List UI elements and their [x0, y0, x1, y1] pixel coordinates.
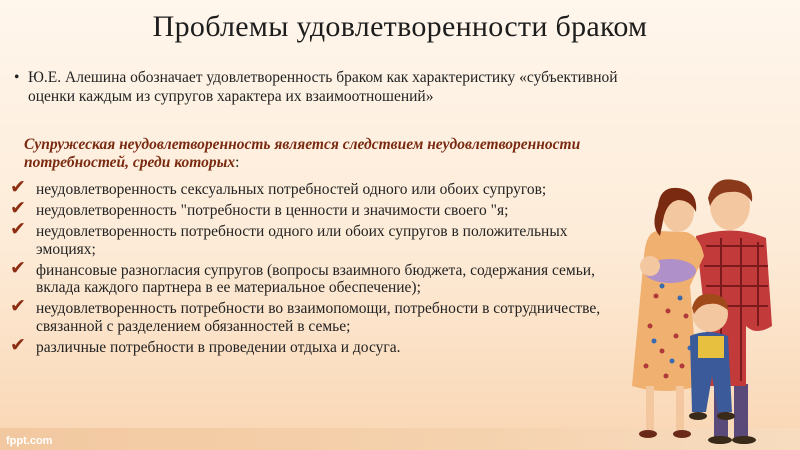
bullet-dot-icon: •	[14, 69, 20, 86]
intro-text: Ю.Е. Алешина обозначает удовлетворенность браком как характеристику «субъективной оценки каждым из супругов характера их взаимоотношений»	[28, 69, 618, 105]
checkmark-icon: ✔	[10, 333, 26, 356]
list-item-text: неудовлетворенность сексуальных потребностей одного или обоих супругов;	[36, 181, 547, 198]
needs-list	[10, 176, 625, 360]
subheading-text: Супружеская неудовлетворенность является следствием неудовлетворенности потребностей, среди которых	[24, 136, 581, 171]
list-item	[10, 333, 625, 357]
checkmark-icon: ✔	[10, 197, 26, 219]
checkmark-icon: ✔	[10, 256, 26, 279]
intro-paragraph	[14, 68, 658, 106]
list-item-text: неудовлетворенность "потребности в ценности и значимости своего "я;	[36, 202, 509, 219]
list-item	[10, 218, 625, 258]
subheading	[24, 136, 584, 172]
list-item	[10, 256, 625, 297]
watermark: fppt.com	[6, 435, 53, 447]
subheading-colon: :	[235, 154, 240, 171]
list-item	[10, 176, 625, 199]
checkmark-icon: ✔	[10, 218, 26, 240]
checkmark-icon: ✔	[10, 295, 26, 317]
list-item-text: финансовые разногласия супругов (вопросы взаимного бюджета, содержания семьи, вклада каждого партнера в ее материальное обеспечение);	[36, 261, 595, 296]
list-item-text: неудовлетворенность потребности во взаимопомощи, потребности в сотрудничестве, связанной с разделением обязанностей в семье;	[36, 300, 601, 335]
list-item-text: различные потребности в проведении отдыха и досуга.	[36, 338, 401, 356]
checkmark-icon: ✔	[10, 176, 26, 198]
family-illustration	[606, 176, 786, 446]
list-item	[10, 295, 625, 335]
slide-title: Проблемы удовлетворенности браком	[152, 10, 648, 43]
list-item	[10, 197, 625, 220]
list-item-text: неудовлетворенность потребности одного или обоих супругов в положительных эмоциях;	[36, 223, 568, 258]
